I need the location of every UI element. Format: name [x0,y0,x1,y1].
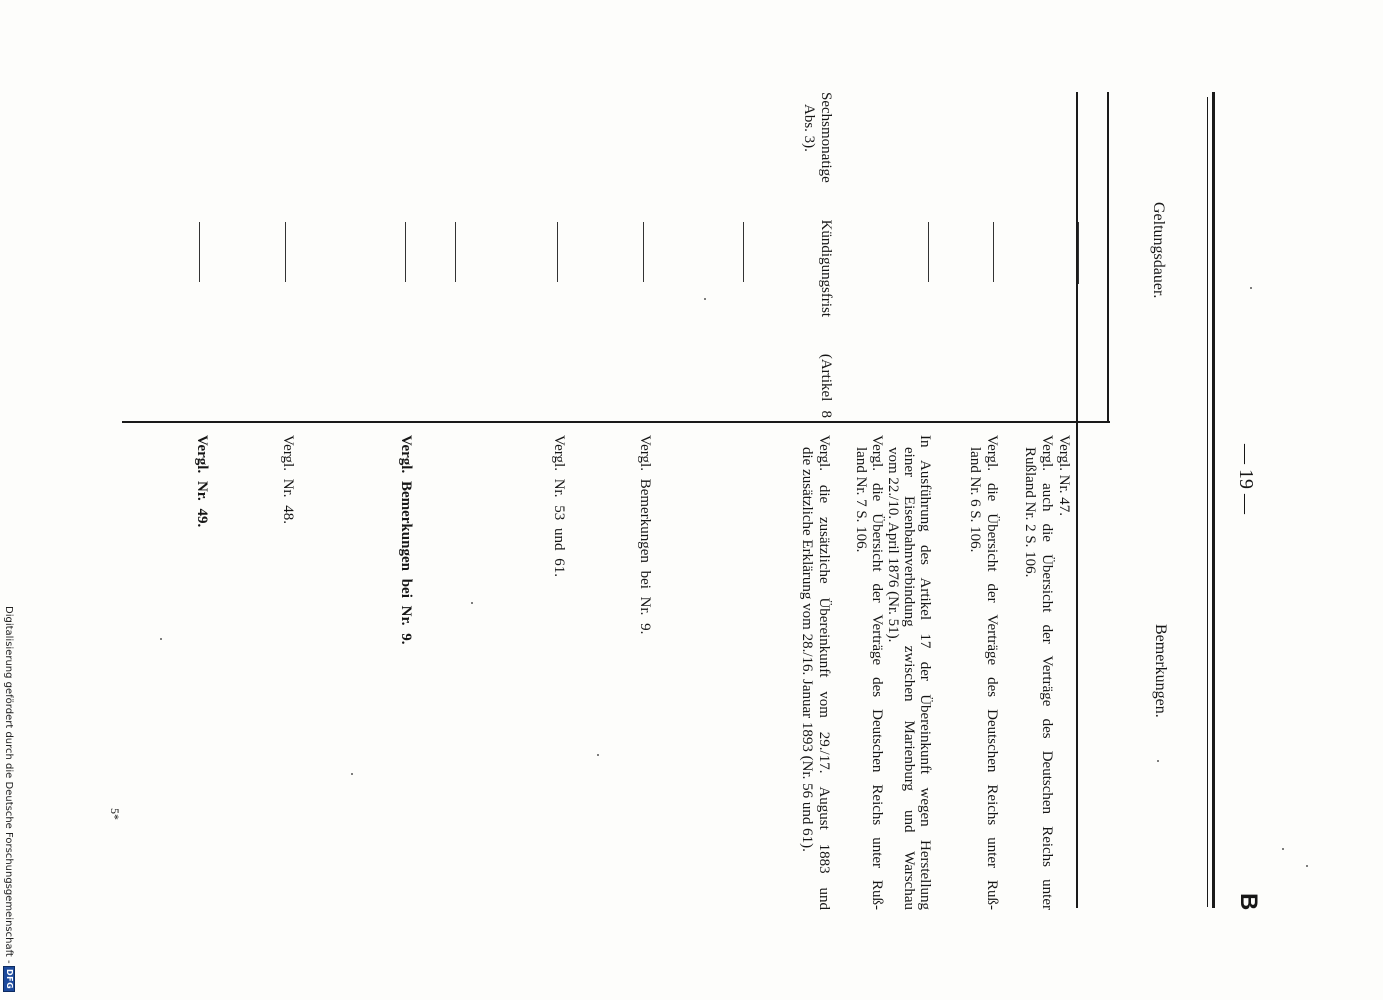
remark-line: Vergl. die Übersicht der Verträge des Deutschen Reichs unter Ruß- [869,435,885,910]
dfg-logo-text: DFG [5,969,14,990]
remark-entry [636,435,653,634]
scan-speck [1306,865,1308,867]
digitization-credit: Digitalisierung gefördert durch die Deutsche Forschungsgemeinschaft - [3,606,14,964]
duration-dash [199,222,200,282]
remark-line: Vergl. Nr. 53 und 61. [551,435,567,577]
column-divider-rule-left [122,421,1110,423]
scan-speck [704,298,706,300]
remark-entry [798,435,832,910]
header-rule-thin [1207,97,1208,907]
remark-line: land Nr. 7 S. 106. [853,447,869,553]
scan-speck [1157,760,1159,762]
duration-dash [455,222,456,282]
scan-speck [1282,848,1284,850]
remark-line: Vergl. auch die Übersicht der Verträge des Deutschen Reichs unter [1039,435,1055,910]
scan-speck [351,773,353,775]
scan-speck [160,638,162,640]
duration-dash [557,222,558,282]
scan-speck [597,754,599,756]
signature-mark: 5* [108,808,122,820]
remark-line: In Ausführung des Artikel 17 der Übereinkunft wegen Herstellung [917,435,933,910]
remark-entry [550,435,567,577]
remark-line: Vergl. Bemerkungen bei Nr. 9. [637,435,653,635]
remark-line: Vergl. die zusätzliche Übereinkunft vom 29./17. August 1883 und [816,435,832,910]
column-heading-duration: Geltungsdauer. [1150,202,1167,299]
header-rule-thick [1212,92,1215,908]
remark-entry [853,435,933,910]
duration-dash [743,222,744,282]
remark-line: Vergl. Nr. 48. [280,435,296,524]
remark-entry [193,435,210,527]
remark-line: vom 22./10. April 1876 (Nr. 51). [885,447,901,643]
remark-entry [966,435,1000,910]
remark-line: Vergl. die Übersicht der Verträge des Deutschen Reichs unter Ruß- [984,435,1000,910]
duration-dash [405,222,406,282]
sheet-letter: B [1235,893,1262,911]
duration-dash [993,222,994,282]
duration-dash [928,222,929,282]
remark-entry [397,435,414,644]
remark-line: einer Eisenbahnverbindung zwischen Marienburg und Warschau [901,447,917,910]
remark-entry [279,435,296,524]
notice-period-line: Abs. 3). [801,104,817,152]
scan-speck [1250,287,1252,289]
dfg-logo [3,966,15,992]
scan-speck [471,602,473,604]
notice-period [800,92,834,418]
remark-line: Vergl. Nr. 49. [194,435,210,528]
body-top-rule [1076,92,1078,908]
column-divider-rule-right [1107,92,1109,423]
page-number: — 19 — [1235,444,1257,514]
remark-line: land Nr. 6 S. 106. [967,447,983,553]
duration-dash [285,222,286,282]
remark-line: Vergl. Nr. 47. [1056,435,1072,516]
remark-line: Vergl. Bemerkungen bei Nr. 9. [398,435,414,645]
notice-period-line: Sechsmonatige Kündigungsfrist (Artikel 8 [818,92,834,418]
remark-entry [1021,435,1072,910]
remark-line: die zusätzliche Erklärung vom 28./16. Januar 1893 (Nr. 56 und 61). [799,447,815,852]
duration-dash [1078,222,1079,284]
duration-dash [643,222,644,282]
column-heading-remarks: Bemerkungen. [1152,624,1169,718]
remark-line: Rußland Nr. 2 S. 106. [1022,447,1038,578]
